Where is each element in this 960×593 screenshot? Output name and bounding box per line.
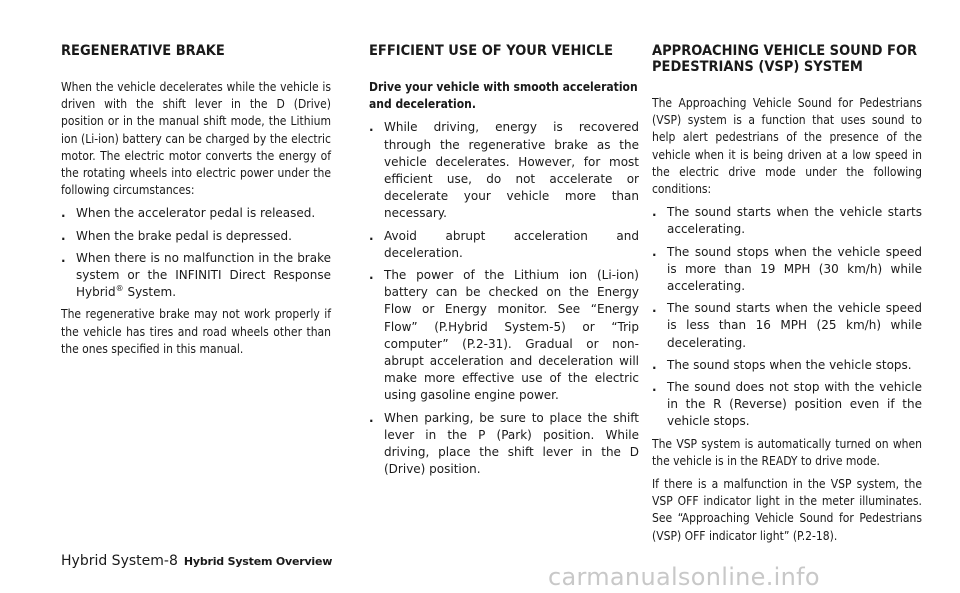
list-item [369, 119, 639, 222]
bullet-icon: . [61, 206, 66, 221]
heading-efficient-use: EFFICIENT USE OF YOUR VEHICLE [369, 43, 614, 59]
bullet-icon: . [652, 357, 657, 372]
list-item-text: When parking, be sure to place the shift lever in the P (Park) position. While driving, place the shift lever in the D (Drive) position. [384, 410, 639, 477]
list-item-text-tail: System. [123, 285, 177, 300]
list-item-text: The sound does not stop with the vehicle in the R (Reverse) position even if the vehicle stops. [667, 380, 922, 429]
column-vsp-system [652, 43, 922, 551]
list-item [652, 300, 922, 352]
paragraph-malfunction: If there is a malfunction in the VSP system, the VSP OFF indicator light in the meter illuminates. See “Approaching Vehicle Sound for Pedestrians (VSP) OFF indicator light” (P.2-18). [652, 477, 922, 543]
list-item-text: The sound starts when the vehicle speed is less than 16 MPH (25 km/h) while decelerating. [667, 301, 922, 350]
list-item [61, 250, 331, 302]
paragraph-auto-on: The VSP system is automatically turned on when the vehicle is in the READY to drive mode. [652, 436, 922, 468]
list-item [369, 267, 639, 405]
bullet-icon: . [61, 250, 66, 265]
list-item-text: When the accelerator pedal is released. [76, 206, 316, 221]
bullet-icon: . [369, 268, 374, 283]
list-item [61, 228, 331, 245]
heading-regenerative-brake: REGENERATIVE BRAKE [61, 43, 225, 59]
bullet-icon: . [652, 205, 657, 220]
list-item [369, 410, 639, 479]
list-item-text: When the brake pedal is depressed. [76, 228, 292, 243]
list-item [61, 205, 331, 222]
list-item [369, 228, 639, 262]
bullet-icon: . [61, 228, 66, 243]
list-item-text: The sound starts when the vehicle starts accelerating. [667, 205, 922, 237]
paragraph-intro: When the vehicle decelerates while the vehicle is driven with the shift lever in the D (Drive) position or in the manual shift mode, the Lithium ion (Li-ion) battery can be charged by the electric motor. The electric motor converts the energy of the rotating wheels into electric power under the following circumstances: [61, 80, 331, 198]
bullet-icon: . [369, 120, 374, 135]
heading-vsp-system [652, 43, 922, 75]
list-item-text: The sound stops when the vehicle speed is more than 19 MPH (30 km/h) while accelerating. [667, 244, 922, 294]
page-footer [61, 553, 332, 569]
list-item [652, 379, 922, 431]
list-item [652, 204, 922, 238]
list-item-text: While driving, energy is recovered through the regenerative brake as the vehicle decelerates. However, for most efficient use, do not accelerate or decelerate your vehicle more than necessary. [384, 120, 639, 221]
bullet-icon: . [652, 244, 657, 259]
paragraph-lead: Drive your vehicle with smooth acceleration and deceleration. [369, 80, 638, 112]
list-item [652, 357, 922, 374]
list-item-text: When there is no malfunction in the brake system or the INFINITI Direct Response Hybrid [76, 250, 331, 300]
bullet-icon: . [369, 410, 374, 425]
watermark: carmanualsonline.info [548, 563, 820, 591]
page-number: Hybrid System-8 [61, 553, 178, 569]
list-item [652, 244, 922, 296]
heading-line: APPROACHING VEHICLE SOUND FOR [652, 43, 918, 59]
bullet-icon: . [652, 301, 657, 316]
registered-mark: ® [115, 284, 124, 294]
heading-line: PEDESTRIANS (VSP) SYSTEM [652, 59, 863, 75]
section-title: Hybrid System Overview [183, 555, 333, 568]
list-item-text: The sound stops when the vehicle stops. [667, 357, 912, 372]
column-efficient-use [369, 43, 639, 483]
list-item-text: Avoid abrupt acceleration and deceleration. [384, 228, 639, 260]
paragraph-outro: The regenerative brake may not work properly if the vehicle has tires and road wheels other than the ones specified in this manual. [61, 307, 331, 356]
column-regenerative-brake [61, 43, 331, 364]
list-item-text: The power of the Lithium ion (Li-ion) battery can be checked on the Energy Flow or Energy monitor. See “Energy Flow” (P.Hybrid System-5) or “Trip computer” (P.2-31). Gradual or non-abrupt acceleration and deceleration will make more effective use of the electric using gasoline engine power. [384, 268, 639, 403]
bullet-icon: . [369, 228, 374, 243]
paragraph-intro: The Approaching Vehicle Sound for Pedestrians (VSP) system is a function that uses sound to help alert pedestrians of the presence of the vehicle when it is being driven at a low speed in the electric drive mode under the following conditions: [652, 96, 922, 197]
bullet-icon: . [652, 380, 657, 395]
